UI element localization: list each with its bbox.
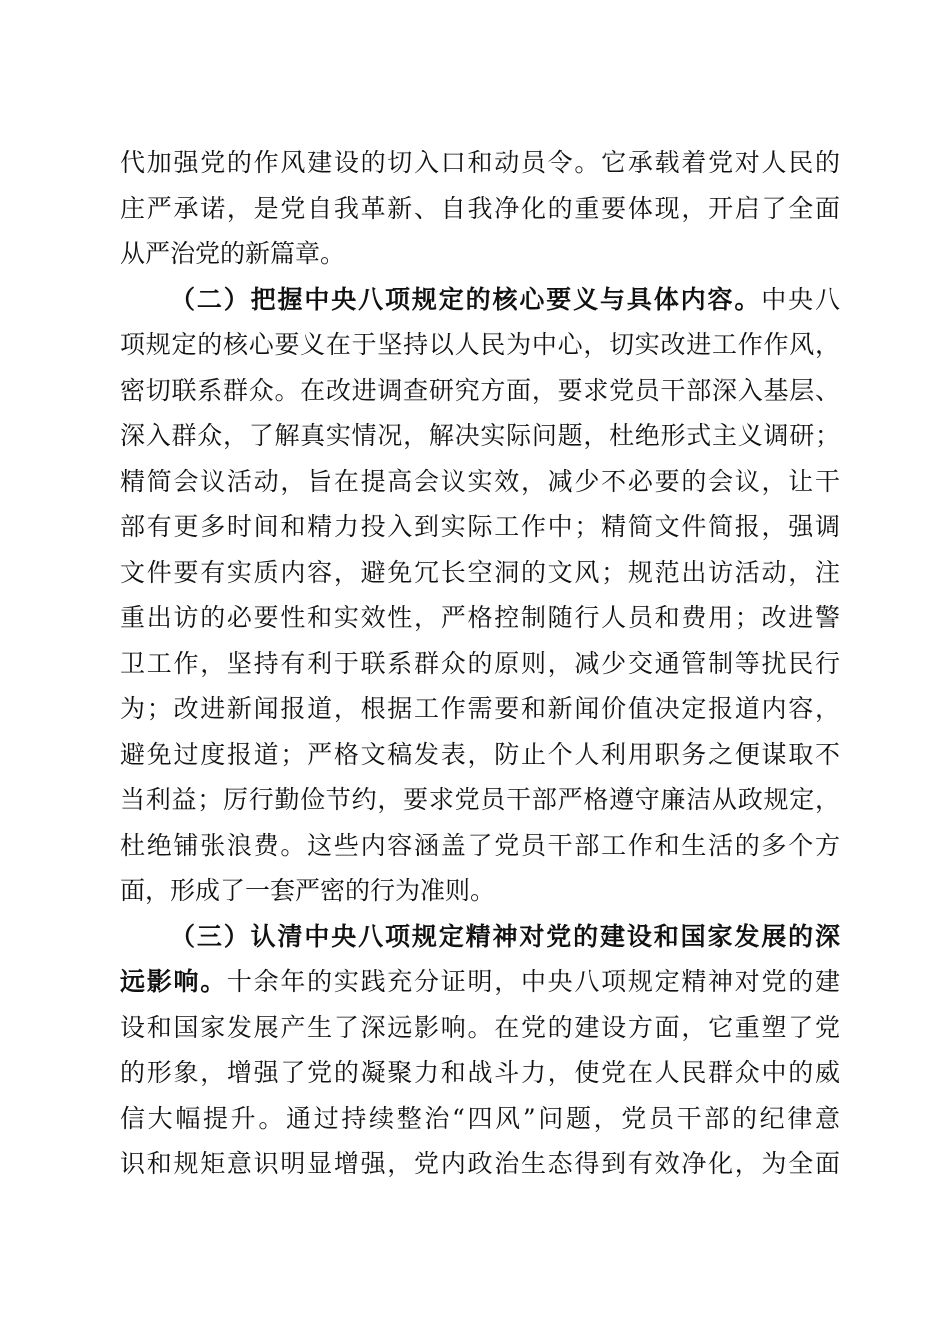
body-text: 重出访的必要性和实效性，严格控制随行人员和费用；改进警: [120, 603, 840, 632]
section-heading-text: （二）把握中央八项规定的核心要义与具体内容。: [170, 284, 762, 314]
body-text: 的形象，增强了党的凝聚力和战斗力，使党在人民群众中的威: [120, 1058, 840, 1087]
text-line: [120, 1005, 840, 1051]
body-text: 为；改进新闻报道，根据工作需要和新闻价值决定报道内容，: [120, 694, 840, 723]
paragraph-first-line: [120, 914, 840, 960]
text-line: [120, 140, 840, 186]
text-line: [120, 777, 840, 823]
body-text: 密切联系群众。在改进调查研究方面，要求党员干部深入基层、: [120, 375, 840, 405]
text-line: [120, 732, 840, 778]
body-text: 面，形成了一套严密的行为准则。: [120, 876, 496, 905]
body-text: 避免过度报道；严格文稿发表，防止个人利用职务之便谋取不: [120, 739, 840, 769]
text-line: [120, 368, 840, 414]
body-text: 当利益；厉行勤俭节约，要求党员干部严格遵守廉洁从政规定，: [120, 785, 840, 814]
paragraph-first-line: [120, 277, 840, 323]
text-line: [120, 231, 840, 277]
text-line: [120, 1050, 840, 1096]
section-heading-text: 远影响。: [120, 967, 227, 996]
text-line: [120, 322, 840, 368]
document-body: [120, 140, 840, 1187]
body-text: 部有更多时间和精力投入到实际工作中；精简文件简报，强调: [120, 512, 840, 541]
text-line: [120, 823, 840, 869]
text-line: [120, 413, 840, 459]
body-text: 项规定的核心要义在于坚持以人民为中心，切实改进工作作风，: [120, 330, 840, 359]
body-text: 代加强党的作风建设的切入口和动员令。它承载着党对人民的: [120, 148, 840, 177]
body-text: 杜绝铺张浪费。这些内容涵盖了党员干部工作和生活的多个方: [120, 830, 840, 860]
text-line: [120, 504, 840, 550]
text-line: [120, 595, 840, 641]
text-line: [120, 550, 840, 596]
body-text: 识和规矩意识明显增强，党内政治生态得到有效净化，为全面: [120, 1149, 840, 1178]
text-line: [120, 868, 840, 914]
body-text: 文件要有实质内容，避免冗长空洞的文风；规范出访活动，注: [120, 557, 840, 587]
body-text: 卫工作，坚持有利于联系群众的原则，减少交通管制等扰民行: [120, 648, 840, 678]
text-line: [120, 186, 840, 232]
text-line: [120, 459, 840, 505]
body-text: 从严治党的新篇章。: [120, 239, 346, 268]
body-text: 精简会议活动，旨在提高会议实效，减少不必要的会议，让干: [120, 466, 840, 496]
body-text: 十余年的实践充分证明，中央八项规定精神对党的建: [226, 967, 840, 996]
text-line: [120, 959, 840, 1005]
text-line: [120, 641, 840, 687]
body-text: 信大幅提升。通过持续整治“四风”问题，党员干部的纪律意: [120, 1103, 840, 1133]
body-text: 中央八: [761, 284, 840, 314]
body-text: 庄严承诺，是党自我革新、自我净化的重要体现，开启了全面: [120, 193, 840, 223]
text-line: [120, 686, 840, 732]
text-line: [120, 1141, 840, 1187]
section-heading-text: （三）认清中央八项规定精神对党的建设和国家发展的深: [170, 921, 840, 951]
text-line: [120, 1096, 840, 1142]
body-text: 设和国家发展产生了深远影响。在党的建设方面，它重塑了党: [120, 1012, 840, 1042]
body-text: 深入群众，了解真实情况，解决实际问题，杜绝形式主义调研；: [120, 421, 840, 450]
